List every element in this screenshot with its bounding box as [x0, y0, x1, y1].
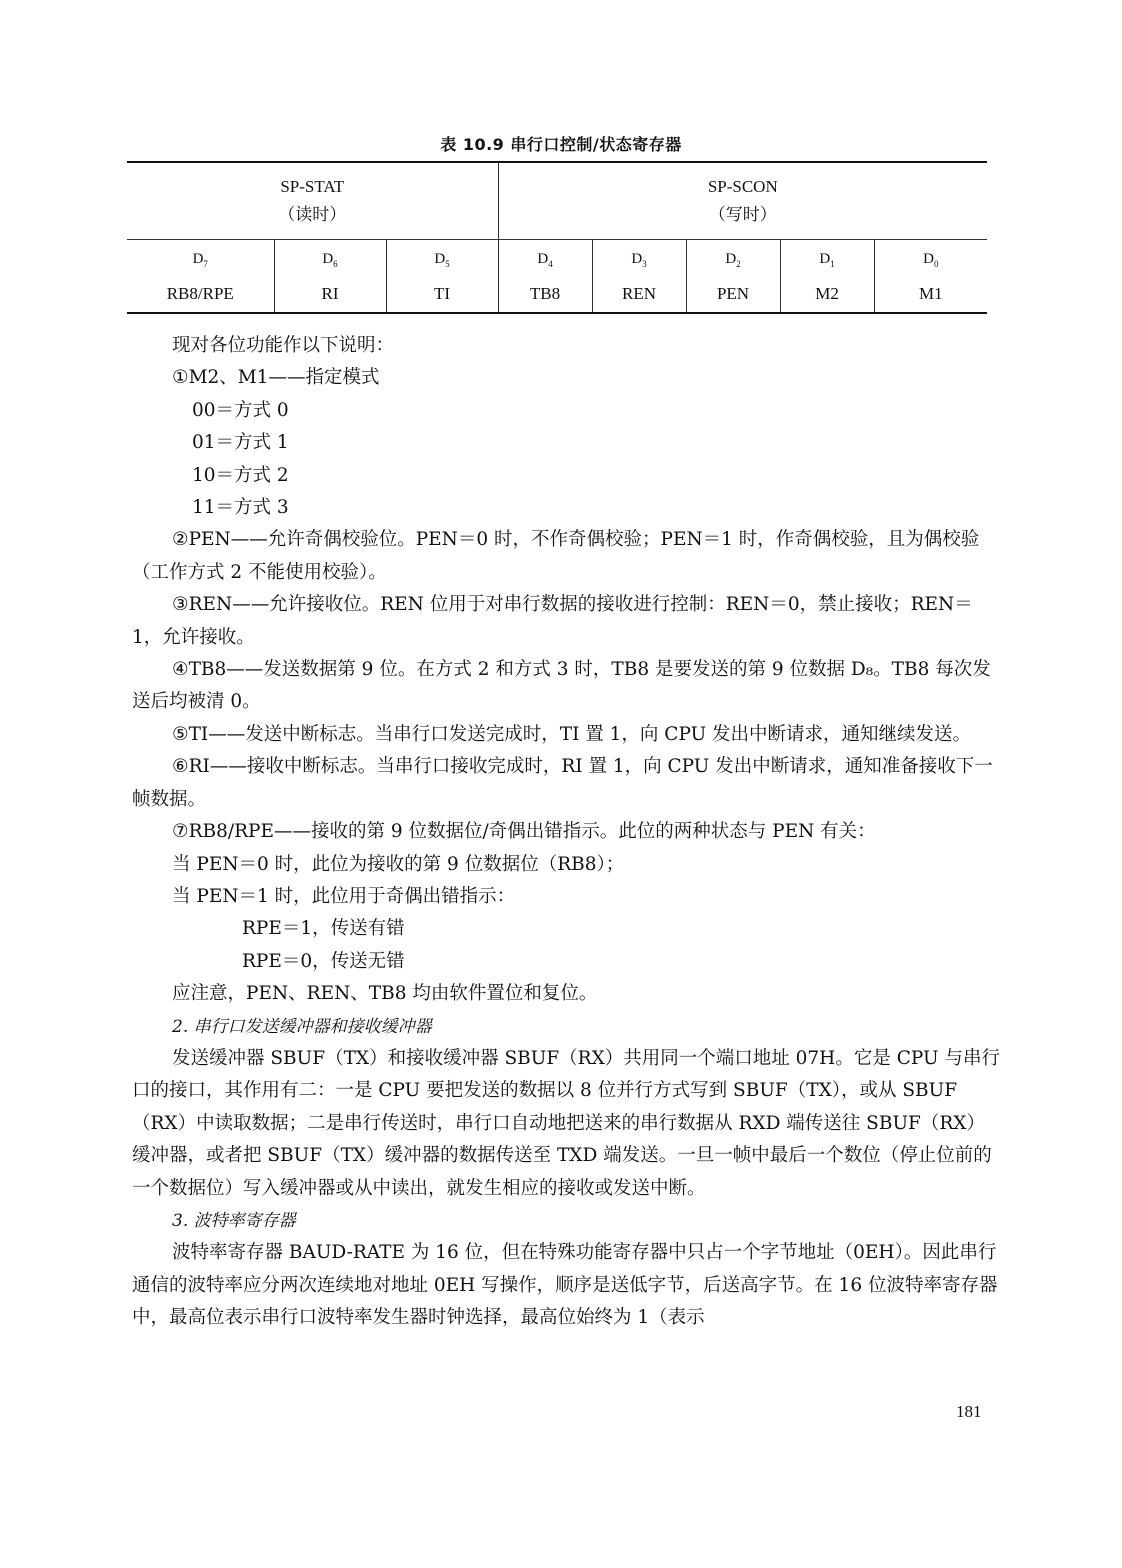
bit-number: $D_1$ [819, 250, 835, 269]
bit-number: $D_7$ [192, 250, 208, 269]
ti-paragraph: ⑤TI——发送中断标志。当串行口发送完成时，TI 置 1，向 CPU 发出中断请求，通知继续发送。 [172, 723, 972, 745]
bit-name: PEN [716, 283, 750, 303]
mode-item: 00＝方式 0 [192, 399, 289, 421]
bit-cell [274, 240, 386, 314]
register-table [127, 161, 987, 314]
page-number: 181 [956, 1402, 982, 1421]
body-text [132, 330, 1002, 1335]
rb8-paragraph: ⑦RB8/RPE——接收的第 9 位数据位/奇偶出错指示。此位的两种状态与 PEN 有关： [172, 821, 876, 843]
bit-cell [686, 240, 780, 314]
note-paragraph: 应注意，PEN、REN、TB8 均由软件置位和复位。 [172, 983, 598, 1005]
bit-name: RB8/RPE [166, 283, 234, 303]
bit-cell [780, 240, 874, 314]
bit-name: RI [321, 283, 339, 303]
ri-paragraph: ⑥RI——接收中断标志。当串行口接收完成时，RI 置 1，向 CPU 发出中断请求，通知准备接收下一帧数据。 [132, 756, 993, 810]
sp-stat-header [127, 162, 498, 240]
bit-number: $D_3$ [631, 250, 647, 269]
bit-number: $D_5$ [434, 250, 450, 269]
bit-name: TI [433, 283, 451, 303]
rpe0-line: RPE＝0，传送无错 [242, 950, 405, 972]
section-2-heading: 2. 串行口发送缓冲器和接收缓冲器 [172, 1016, 432, 1037]
bit-cell [498, 240, 592, 314]
table-title: 表 10.9 串行口控制/状态寄存器 [440, 135, 682, 154]
pen-paragraph: ②PEN——允许奇偶校验位。PEN＝0 时，不作奇偶校验；PEN＝1 时，作奇偶校验，且为偶校验（工作方式 2 不能使用校验）。 [132, 529, 980, 583]
mode-item: 10＝方式 2 [192, 464, 289, 486]
bit-name: M2 [815, 283, 839, 303]
bit-name: M1 [918, 283, 943, 303]
ren-paragraph: ③REN——允许接收位。REN 位用于对串行数据的接收进行控制：REN＝0，禁止接收；REN＝1，允许接收。 [132, 594, 973, 648]
tb8-paragraph: ④TB8——发送数据第 9 位。在方式 2 和方式 3 时，TB8 是要发送的第 9 位数据 D₈。TB8 每次发送后均被清 0。 [132, 659, 991, 713]
bit-number: $D_0$ [923, 250, 939, 269]
rb8-pen0-line: 当 PEN＝0 时，此位为接收的第 9 位数据位（RB8）； [172, 853, 625, 875]
bit-cell [592, 240, 686, 314]
intro-paragraph: 现对各位功能作以下说明： [172, 335, 395, 356]
bit-cell [127, 240, 274, 314]
section-3-paragraph: 波特率寄存器 BAUD-RATE 为 16 位，但在特殊功能寄存器中只占一个字节地址（0EH）。因此串行通信的波特率应分两次连续地对地址 0EH 写操作，顺序是送低字节，后送高字节。在 16 位波特率寄存器中，最高位表示串行口波特率发生器时钟选择，最高位始终为 1（表示 [132, 1242, 998, 1329]
sp-scon-note: （写时） [708, 205, 777, 224]
sp-scon-header [498, 162, 987, 240]
bit-cell [386, 240, 498, 314]
sp-stat-note: （读时） [278, 205, 347, 224]
mode-heading: ①M2、M1——指定模式 [172, 367, 380, 389]
bit-name: REN [622, 283, 657, 303]
rpe1-line: RPE＝1，传送有错 [242, 918, 405, 940]
sp-scon-name: SP-SCON [707, 177, 778, 196]
bit-name: TB8 [529, 283, 561, 303]
bit-cell [874, 240, 987, 314]
rb8-pen1-line: 当 PEN＝1 时，此位用于奇偶出错指示： [172, 885, 516, 907]
sp-stat-name: SP-STAT [280, 177, 345, 196]
section-3-heading: 3. 波特率寄存器 [172, 1210, 296, 1231]
mode-item: 01＝方式 1 [192, 432, 289, 454]
mode-item: 11＝方式 3 [192, 497, 289, 519]
bit-number: $D_2$ [725, 250, 741, 269]
bit-number: $D_4$ [537, 250, 553, 269]
bit-number: $D_6$ [322, 250, 338, 269]
section-2-paragraph: 发送缓冲器 SBUF（TX）和接收缓冲器 SBUF（RX）共用同一个端口地址 07H。它是 CPU 与串行口的接口，其作用有二：一是 CPU 要把发送的数据以 8 位并行方式写到 SBUF（TX），或从 SBUF（RX）中读取数据；二是串行传送时，串行口自动地把送来的串行数据从 RXD 端传送往 SBUF（RX）缓冲器，或者把 SBUF（TX）缓冲器的数据传送至 TXD 端发送。一旦一帧中最后一个数位（停止位前的一个数据位）写入缓冲器或从中读出，就发生相应的接收或发送中断。 [132, 1047, 1000, 1199]
